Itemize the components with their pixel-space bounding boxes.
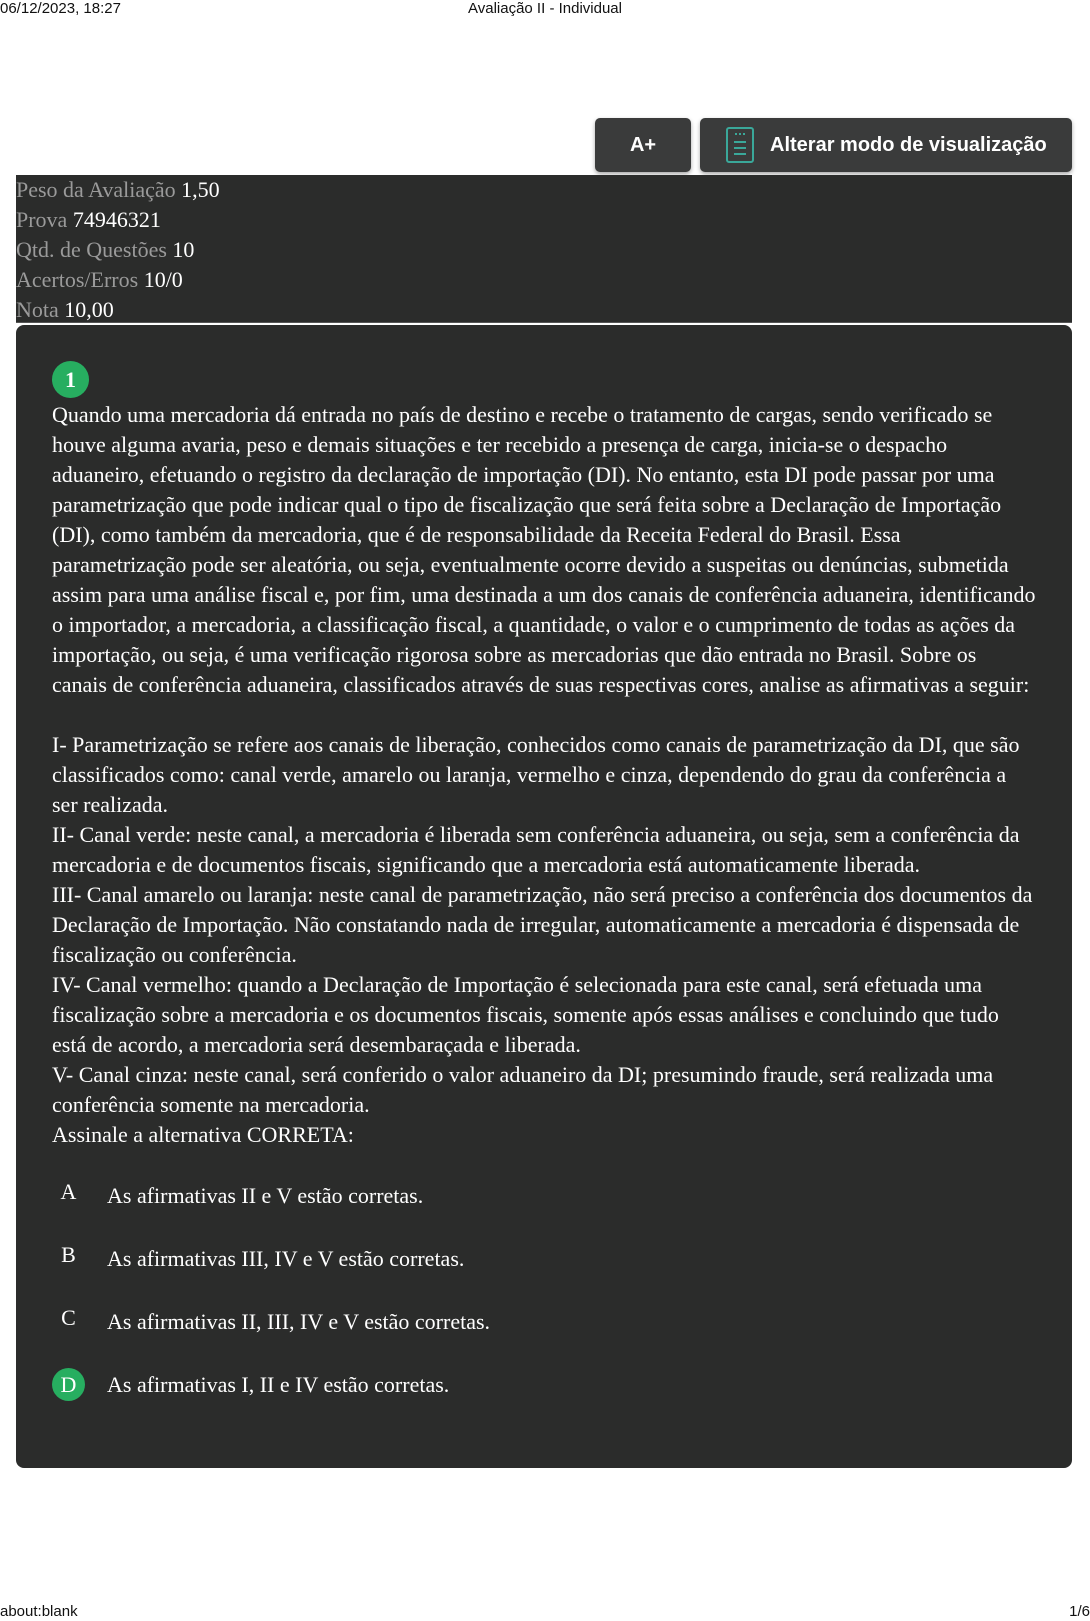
info-acertos-label: Acertos/Erros [16,267,139,292]
option-c[interactable] [52,1290,1036,1353]
info-qtd-value: 10 [172,237,195,262]
print-header [0,0,1090,18]
question-item-iv: IV- Canal vermelho: quando a Declaração de Importação é selecionada para este canal, será efetuada uma fiscalização sobre a mercadoria e os documentos fiscais, somente após essas análises e concluindo que tudo está de acordo, a mercadoria será desembaraçada e liberada. [52,972,999,1057]
increase-font-button[interactable]: A+ [595,118,691,172]
info-prova [16,205,1072,235]
option-a[interactable] [52,1164,1036,1227]
option-d-letter-selected: D [52,1368,85,1401]
option-a-text: As afirmativas II e V estão corretas. [107,1182,424,1208]
toolbar [595,118,1072,172]
option-b-text: As afirmativas III, IV e V estão corretas. [107,1245,465,1271]
question-item-iii: III- Canal amarelo ou laranja: neste canal de parametrização, não será preciso a conferência dos documentos da Declaração de Importação. Não constatando nada de irregular, automaticamente a mercadoria é dispensada de fiscalização ou conferência. [52,882,1033,967]
info-acertos-value: 10/0 [143,267,183,292]
info-peso [16,175,1072,205]
option-c-letter: C [61,1304,76,1330]
info-qtd-label: Qtd. de Questões [16,237,167,262]
info-prova-value: 74946321 [72,207,161,232]
view-mode-button[interactable] [700,118,1072,172]
option-b[interactable] [52,1227,1036,1290]
question-item-i: I- Parametrização se refere aos canais de liberação, conhecidos como canais de parametrização da DI, que são classificados como: canal verde, amarelo ou laranja, vermelho e cinza, dependendo do grau da conferência a ser realizada. [52,732,1020,817]
print-page-number: 1/6 [1069,1603,1090,1620]
question-statement: Quando uma mercadoria dá entrada no país de destino e recebe o tratamento de cargas, sendo verificado se houve alguma avaria, peso e demais situações e ter recebido a presença de carga, inicia-se o despacho aduaneiro, efetuando o registro da declaração de importação (DI). No entanto, esta DI pode passar por uma parametrização que pode indicar qual o tipo de fiscalização que será feita sobre a Declaração de Importação (DI), como também da mercadoria, que é de responsabilidade da Receita Federal do Brasil. Essa parametrização pode ser aleatória, ou seja, eventualmente ocorre devido a suspeitas ou denúncias, submetida assim para uma análise fiscal e, por fim, uma destinada a um dos canais de conferência aduaneira, identificando o importador, a mercadoria, a classificação fiscal, a quantidade, o valor e o cumprimento de todas as ações da importação, ou seja, é uma verificação rigorosa sobre as mercadorias que dão entrada no Brasil. Sobre os canais de conferência aduaneira, classificados através de suas respectivas cores, analise as afirmativas a seguir: [52,402,1036,697]
document-icon [726,127,754,163]
view-mode-label: Alterar modo de visualização [770,133,1047,156]
info-nota-label: Nota [16,297,59,322]
question-text [52,400,1036,1150]
info-acertos [16,265,1072,295]
option-a-letter: A [60,1178,77,1204]
question-number-badge: 1 [52,361,89,398]
answer-options [52,1164,1036,1416]
option-c-text: As afirmativas II, III, IV e V estão corretas. [107,1308,491,1334]
option-d[interactable] [52,1353,1036,1416]
option-b-letter: B [61,1241,76,1267]
info-peso-label: Peso da Avaliação [16,177,176,202]
question-item-v: V- Canal cinza: neste canal, será conferido o valor aduaneiro da DI; presumindo fraude, será realizada uma conferência somente na mercadoria. [52,1062,994,1117]
info-nota [16,295,1072,325]
info-peso-value: 1,50 [181,177,220,202]
question-instruction: Assinale a alternativa CORRETA: [52,1122,354,1147]
info-nota-value: 10,00 [64,297,114,322]
option-d-text: As afirmativas I, II e IV estão corretas. [107,1371,450,1397]
print-url: about:blank [0,1603,78,1620]
assessment-info-panel [16,175,1072,323]
print-datetime: 06/12/2023, 18:27 [0,0,121,17]
print-footer [0,1603,1090,1621]
question-item-ii: II- Canal verde: neste canal, a mercadoria é liberada sem conferência aduaneira, ou seja, sem a conferência da mercadoria e de documentos fiscais, significando que a mercadoria está automaticamente liberada. [52,822,1020,877]
question-card [16,325,1072,1468]
print-title: Avaliação II - Individual [468,0,622,17]
info-qtd [16,235,1072,265]
info-prova-label: Prova [16,207,68,232]
